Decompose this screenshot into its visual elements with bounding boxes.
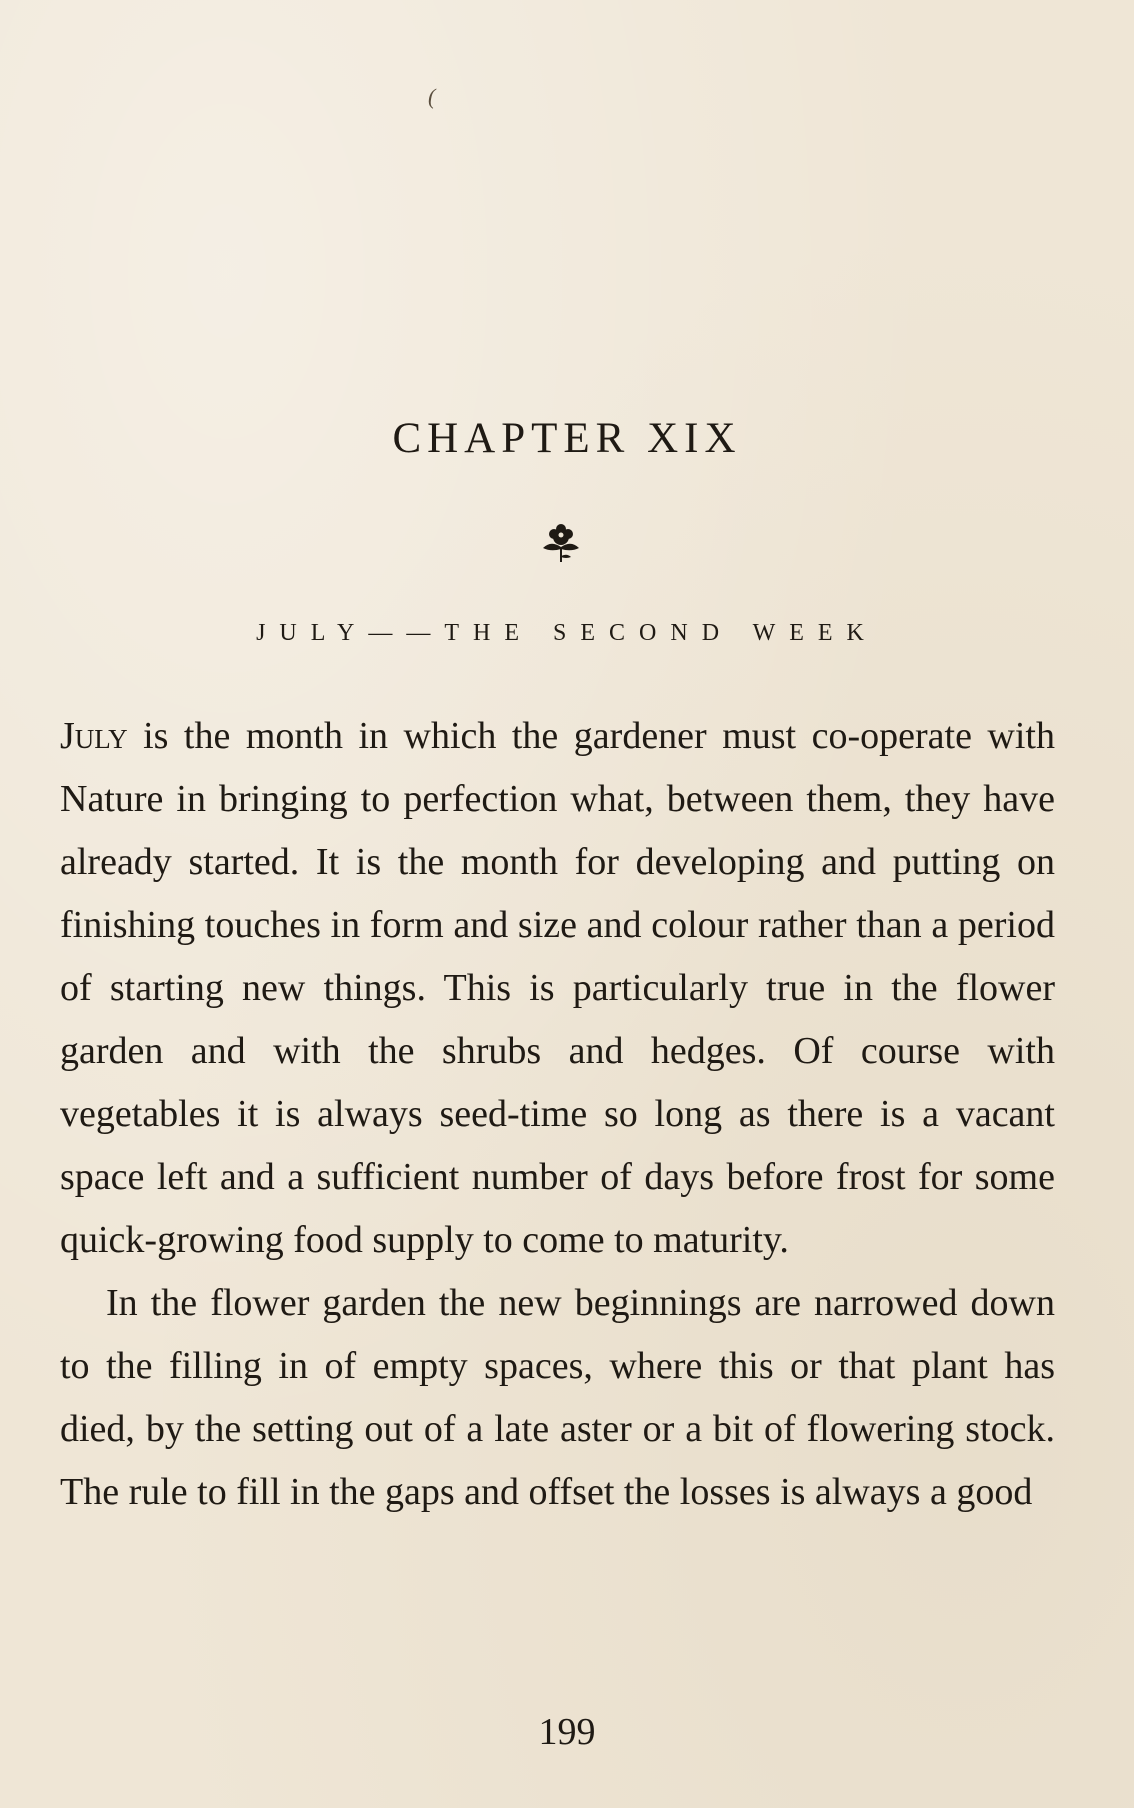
flower-ornament-icon — [537, 520, 585, 568]
paragraph-text: In the flower garden the new beginnings are narrowed down to the filling in of empty spaces, where this or that plant has died, by the setting out of a late aster or a bit of flowering stock. The rule to fill in the gaps and offset the losses is always a good — [60, 1282, 1055, 1513]
chapter-body — [60, 705, 1055, 1524]
chapter-subtitle: JULY——THE SECOND WEEK — [256, 620, 878, 646]
chapter-title: CHAPTER XIX — [392, 415, 742, 462]
stray-ink-mark: ( — [428, 84, 436, 109]
paragraph-1 — [60, 705, 1055, 1272]
page-number: 199 — [538, 1711, 596, 1753]
paragraph-2 — [60, 1272, 1055, 1524]
paragraph-lead-word: July — [60, 715, 128, 757]
paragraph-text: is the month in which the gardener must co-operate with Nature in bringing to perfection what, between them, they have already started. It is the month for developing and putting on finishing touches in form and size and colour rather than a period of starting new things. This is particularly true in the flower garden and with the shrubs and hedges. Of course with vegetables it is always seed-time so long as there is a vacant space left and a sufficient number of days before frost for some quick-growing food supply to come to maturity. — [60, 715, 1055, 1261]
